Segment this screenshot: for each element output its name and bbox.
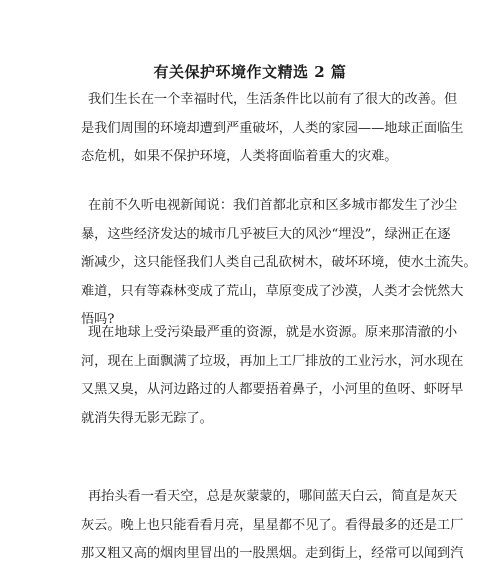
paragraph-line: 河，现在上面飘满了垃圾，再加上工厂排放的工业污水，河水现在 [81,353,464,369]
paragraph-line: 在前不久听电视新闻说：我们首都北京和区多城市都发生了沙尘 [88,198,458,213]
paragraph-line: 就消失得无影无踪了。 [81,410,213,426]
paragraph-line: 悟吗? [81,312,115,327]
paragraph-line: 暴，这些经济发达的城市几乎被巨大的风沙“埋没”，绿洲正在逐 [81,226,451,242]
paragraph-line: 那又粗又高的烟肉里冒出的一股黑烟。走到街上，经常可以闻到汽 [81,546,464,561]
paragraph-line: 我们生长在一个幸福时代，生活条件比以前有了很大的改善。但 [88,92,458,107]
paragraph-line: 渐减少，这只能怪我们人类自己乱砍树木，破坏环境，使水土流失。 [81,255,477,270]
paragraph-line: 是我们周围的环境却遭到严重破坏，人类的家园——地球正面临生 [81,120,464,136]
paragraph-line: 态危机，如果不保护环境，人类将面临着重大的灾难。 [81,149,398,164]
paragraph-line: 再抬头看一看天空，总是灰蒙蒙的，哪间蓝天白云，简直是灰天 [88,489,458,504]
paragraph-line: 又黑又臭，从河边路过的人都要捂着鼻子，小河里的鱼呀、虾呀早 [81,382,464,397]
paragraph-3 [81,319,464,433]
paragraph-2 [81,192,477,335]
document-title: 有关保护环境作文精选 2 篇 [153,63,347,81]
paragraph-1 [81,86,464,172]
paragraph-4 [81,483,464,569]
paragraph-line: 难道，只有等森林变成了荒山，草原变成了沙漠，人类才会恍然大 [81,283,464,299]
paragraph-line: 灰云。晚上也只能看看月亮，星星都不见了。看得最多的还是工厂 [81,517,464,533]
paragraph-line: 现在地球上受污染最严重的资源，就是水资源。原来那清澈的小 [88,325,458,340]
